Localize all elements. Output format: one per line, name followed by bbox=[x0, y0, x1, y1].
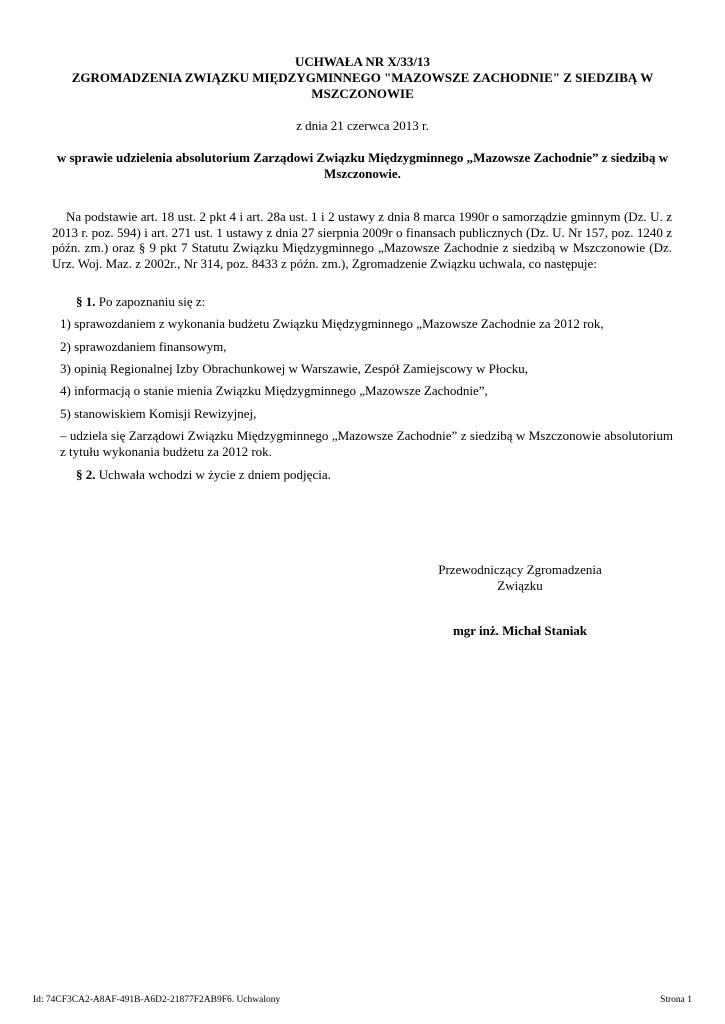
issuer-line: ZGROMADZENIA ZWIĄZKU MIĘDZYGMINNEGO "MAZOWSZE ZACHODNIE" Z SIEDZIBĄ W bbox=[71, 70, 654, 85]
paragraph-1-label: § 1. bbox=[76, 294, 96, 309]
paragraph-2 bbox=[76, 467, 696, 483]
signature-role-line2: Związku bbox=[497, 578, 543, 593]
list-item: 4) informacją o stanie mienia Związku Międzygminnego „Mazowsze Zachodnie”, bbox=[60, 383, 488, 398]
document-title: UCHWAŁA NR X/33/13 bbox=[294, 54, 431, 69]
legal-basis-paragraph: Na podstawie art. 18 ust. 2 pkt 4 i art. 28a ust. 1 i 2 ustawy z dnia 8 marca 1990r o samorządzie gminnym (Dz. U. z 2013 r. poz. 594) i art. 271 ust. 1 ustawy z dnia 27 sierpnia 2009r o finansach publicznych (Dz. U. Nr 157, poz. 1240 z późn. zm.) oraz § 9 pkt 7 Statutu Związku Międzygminnego „Mazowsze Zachodnie z siedzibą w Mszczonowie (Dz. Urz. Woj. Maz. z 2002r., Nr 314, poz. 8433 z późn. zm.), Zgromadzenie Związku uchwala, co następuje: bbox=[52, 209, 672, 271]
signature-role-line1: Przewodniczący Zgromadzenia bbox=[438, 562, 602, 577]
issuer-seat: MSZCZONOWIE bbox=[311, 86, 414, 101]
document-subject: w sprawie udzielenia absolutorium Zarządowi Związku Międzygminnego „Mazowsze Zachodnie” z siedzibą w Mszczonowie. bbox=[56, 150, 669, 181]
signature-name: mgr inż. Michał Staniak bbox=[452, 623, 588, 638]
list-item: 2) sprawozdaniem finansowym, bbox=[60, 339, 227, 354]
list-item: 1) sprawozdaniem z wykonania budżetu Związku Międzygminnego „Mazowsze Zachodnie za 2012 rok, bbox=[60, 316, 604, 331]
footer-page-number: Strona 1 bbox=[660, 995, 692, 1005]
document-date: z dnia 21 czerwca 2013 r. bbox=[296, 118, 429, 133]
footer-document-id: Id: 74CF3CA2-A8AF-491B-A6D2-21877F2AB9F6. Uchwalony bbox=[33, 995, 281, 1005]
paragraph-2-label: § 2. bbox=[76, 467, 96, 482]
resolution-decision: – udziela się Zarządowi Związku Międzygminnego „Mazowsze Zachodnie” z siedzibą w Mszczonowie absolutorium z tytułu wykonania budżetu za 2012 rok. bbox=[60, 428, 673, 459]
paragraph-1-text: Po zapoznaniu się z: bbox=[95, 294, 206, 309]
paragraph-2-text: Uchwała wchodzi w życie z dniem podjęcia. bbox=[95, 467, 331, 482]
list-item: 5) stanowiskiem Komisji Rewizyjnej, bbox=[60, 406, 257, 421]
paragraph-1 bbox=[76, 294, 696, 310]
list-item: 3) opinią Regionalnej Izby Obrachunkowej w Warszawie, Zespół Zamiejscowy w Płocku, bbox=[60, 361, 529, 376]
